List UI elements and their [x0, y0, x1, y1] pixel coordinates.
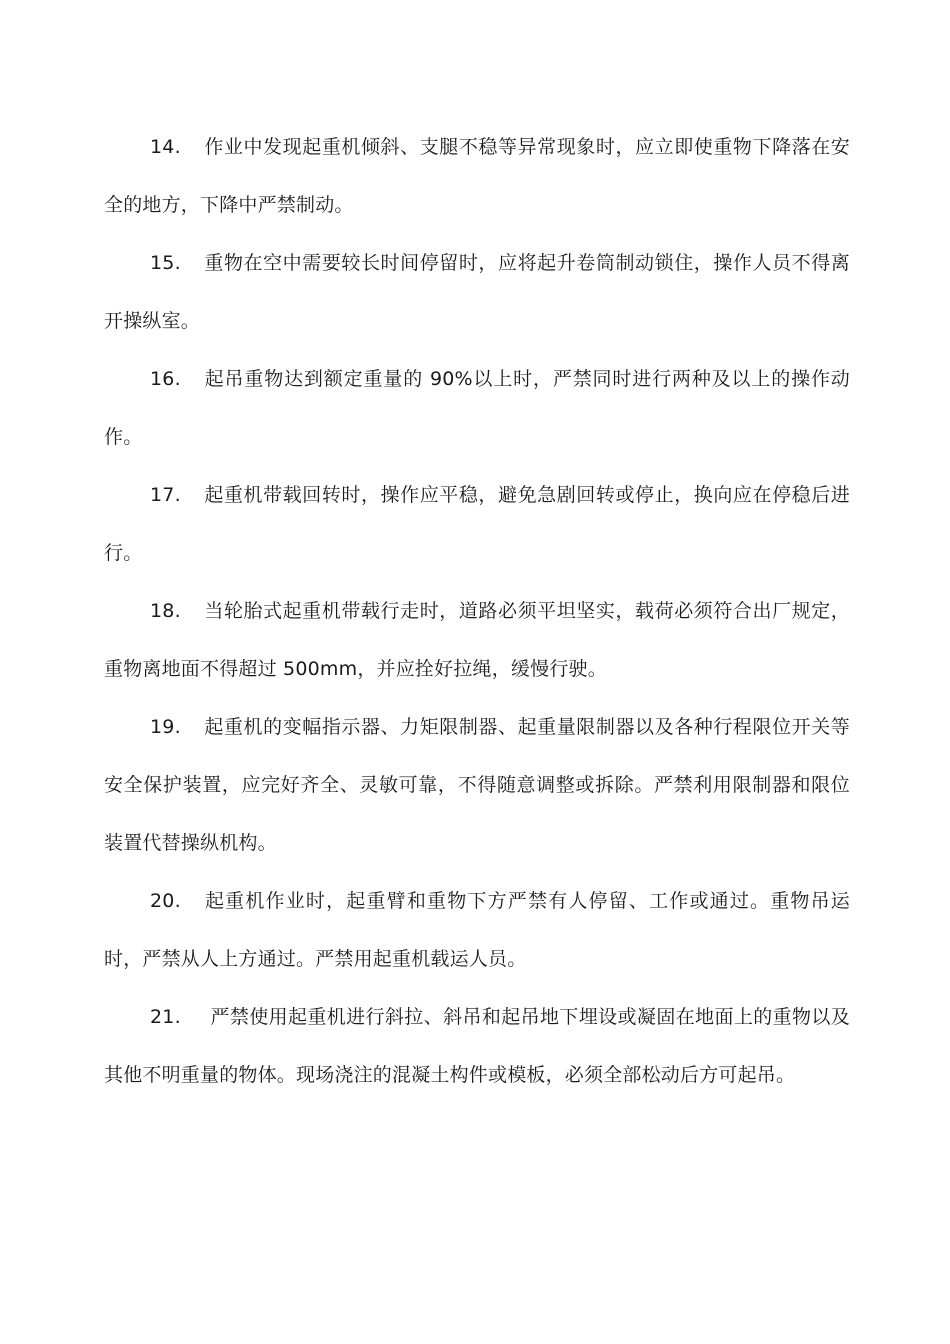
item-number: 18. — [150, 600, 181, 622]
item-text: 起重机的变幅指示器、力矩限制器、起重量限制器以及各种行程限位开关等安全保护装置，应完好齐全、灵敏可靠，不得随意调整或拆除。严禁利用限制器和限位装置代替操纵机构。 — [104, 716, 850, 854]
item-text: 作业中发现起重机倾斜、支腿不稳等异常现象时，应立即使重物下降落在安全的地方，下降中严禁制动。 — [104, 136, 850, 216]
item-text: 重物在空中需要较长时间停留时，应将起升卷筒制动锁住，操作人员不得离开操纵室。 — [104, 252, 850, 332]
item-text: 严禁使用起重机进行斜拉、斜吊和起吊地下埋设或凝固在地面上的重物以及其他不明重量的物体。现场浇注的混凝土构件或模板，必须全部松动后方可起吊。 — [104, 1006, 850, 1086]
list-item — [104, 872, 850, 988]
item-text: 起吊重物达到额定重量的 90%以上时，严禁同时进行两种及以上的操作动作。 — [104, 368, 850, 448]
item-number: 16. — [150, 368, 181, 390]
list-item — [104, 118, 850, 234]
list-item — [104, 988, 850, 1104]
list-item — [104, 582, 850, 698]
list-item — [104, 350, 850, 466]
item-text: 当轮胎式起重机带载行走时，道路必须平坦坚实，载荷必须符合出厂规定，重物离地面不得超过 500mm，并应拴好拉绳，缓慢行驶。 — [104, 600, 850, 680]
document-page — [104, 118, 850, 1104]
item-number: 20. — [150, 890, 181, 912]
item-number: 17. — [150, 484, 181, 506]
item-number: 14. — [150, 136, 181, 158]
list-item — [104, 234, 850, 350]
item-text: 起重机带载回转时，操作应平稳，避免急剧回转或停止，换向应在停稳后进行。 — [104, 484, 850, 564]
list-item — [104, 466, 850, 582]
item-number: 21. — [150, 1006, 181, 1028]
item-text: 起重机作业时，起重臂和重物下方严禁有人停留、工作或通过。重物吊运时，严禁从人上方通过。严禁用起重机载运人员。 — [104, 890, 850, 970]
item-number: 15. — [150, 252, 181, 274]
list-item — [104, 698, 850, 872]
item-number: 19. — [150, 716, 181, 738]
